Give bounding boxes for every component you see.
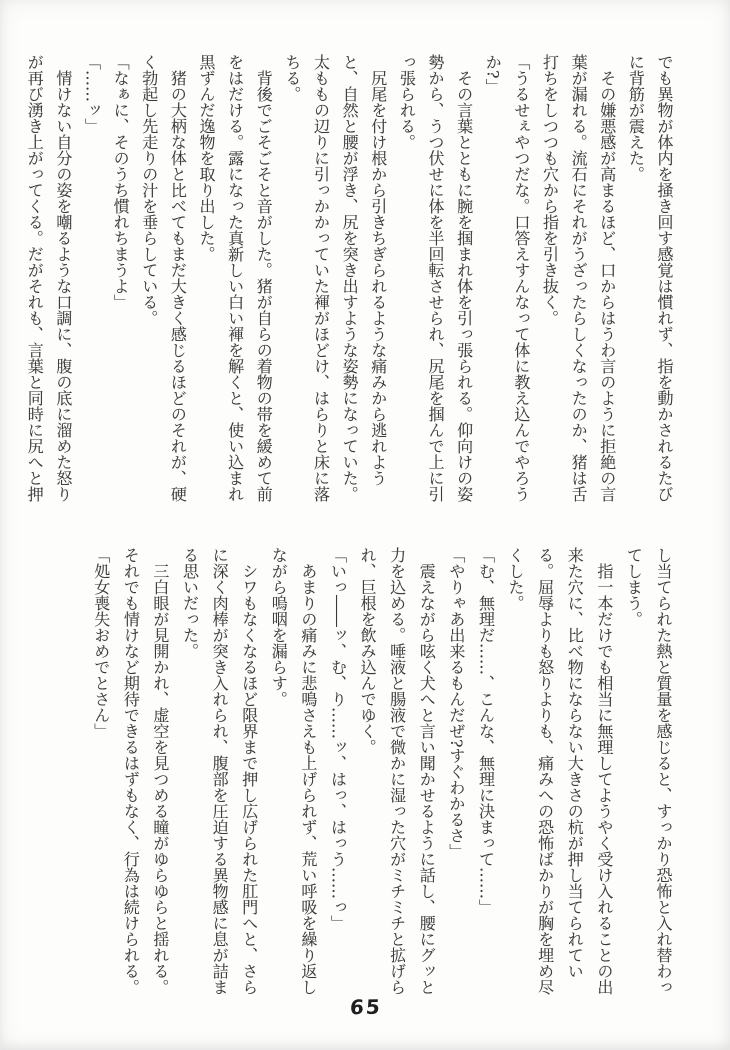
paragraph: 「やりゃあ出来るもんだぜ?すぐわかるさ」 xyxy=(446,547,466,860)
top-text-block xyxy=(25,54,678,506)
page-number: 65 xyxy=(349,994,383,1020)
paragraph: 三白眼が見開かれ、虚空を見つめる瞳がゆらゆらと揺れる。それでも情けなど期待できるはずもなく、行為は続けられる。 xyxy=(121,547,170,995)
paragraph: 「いっ――ッ、む、り……ッ、はっ、はっう……っ」 xyxy=(328,547,348,931)
paragraph: 指一本だけでも相当に無理してようやく受け入れることの出来た穴に、比べ物にならない大きさの杭が押し当てられている。屈辱よりも怒りよりも、痛みへの恐怖ばかりが胸を埋め尽くした。 xyxy=(506,547,614,995)
paragraph: 「うるせぇやつだな。口答えすんなって体に教え込んでやろうか?」 xyxy=(483,54,531,502)
paragraph: 震えながら呟く犬へと言い聞かせるように話し、腰にグッと力を込める。唾液と腸液で微かに湿った穴がミチミチと拡げられ、巨根を飲み込んでゆく。 xyxy=(358,547,437,995)
paragraph: 「処女喪失おめでとさん」 xyxy=(91,547,111,739)
paragraph: でも異物が体内を掻き回す感覚は慣れず、指を動かされるたびに背筋が震えた。 xyxy=(626,54,674,502)
paragraph: 尻尾を付け根から引きちぎられるような痛みから逃れようと、自然と腰が浮き、尻を突き出すような姿勢になっていた。太ももの辺りに引っかかっていた褌がほどけ、はらりと床に落ちる。 xyxy=(282,54,388,502)
paragraph: その嫌悪感が高まるほど、口からはうわ言のように拒絶の言葉が漏れる。流石にそれがうざったらしくなったのか、猪は舌打ちをしつつも穴から指を引き抜く。 xyxy=(540,54,617,502)
paragraph: その言葉とともに腕を掴まれ体を引っ張られる。仰向けの姿勢から、うつ伏せに体を半回転させられ、尻尾を掴んで上に引っ張られる。 xyxy=(397,54,474,502)
paragraph: 「……ッ」 xyxy=(82,54,102,134)
paragraph: シワもなくなるほど限界まで押し広げられた肛門へと、さらに深く肉棒が突き入れられ、腹部を圧迫する異物感に息が詰まる思いだった。 xyxy=(180,547,259,995)
paragraph: 「む、無理だ……、こんな、無理に決まって……」 xyxy=(476,547,496,915)
paragraph: あまりの痛みに悲鳴さえも上げられず、荒い呼吸を繰り返しながら嗚咽を漏らす。 xyxy=(269,547,318,995)
bottom-text-block xyxy=(33,547,678,999)
paragraph: 情けない自分の姿を嘲るような口調に、腹の底に溜めた怒りが再び湧き上がってくる。だがそれも、言葉と同時に尻へと押 xyxy=(25,54,73,502)
paragraph: 猪の大柄な体と比べてもまだ大きく感じるほどのそれが、硬く勃起し先走りの汁を垂らしている。 xyxy=(139,54,188,502)
paragraph: 背後でごそごそと音がした。猪が自らの着物の帯を緩めて前をはだける。露になった真新しい白い褌を解くと、使い込まれ黒ずんだ逸物を取り出した。 xyxy=(197,54,274,502)
paragraph: し当てられた熱と質量を感じると、すっかり恐怖と入れ替わってしまう。 xyxy=(624,547,673,995)
paragraph: 「なぁに、そのうち慣れちまうよ」 xyxy=(111,54,131,310)
